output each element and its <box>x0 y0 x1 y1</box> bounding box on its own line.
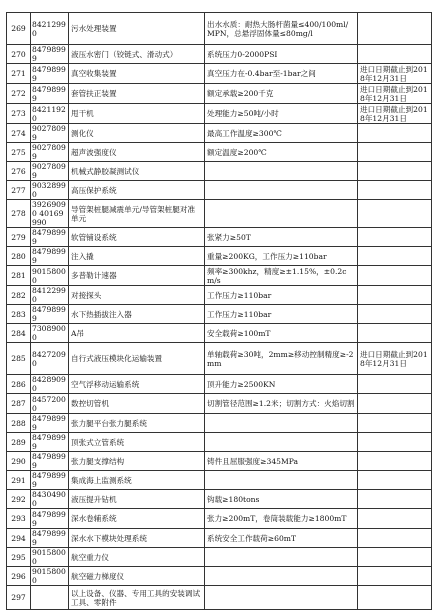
note-text <box>358 181 432 200</box>
spec-text <box>205 433 358 452</box>
table-row <box>7 509 432 529</box>
item-name: 张力腿支撑结构 <box>69 452 205 471</box>
note-text <box>358 471 432 490</box>
row-number: 284 <box>7 324 31 343</box>
table-row <box>7 181 432 200</box>
note-text <box>358 394 432 414</box>
item-name: 高压保护系统 <box>69 181 205 200</box>
tariff-code: 90328990 <box>31 181 69 200</box>
table-body <box>7 13 432 610</box>
item-name: 液压水密门（铰链式、滑动式） <box>69 45 205 64</box>
spec-text: 额定温度≥200℃ <box>205 143 358 162</box>
spec-text: 安全载荷≥100mT <box>205 324 358 343</box>
item-name: 超声波强度仪 <box>69 143 205 162</box>
row-number: 293 <box>7 509 31 529</box>
row-number: 295 <box>7 548 31 567</box>
table-row <box>7 266 432 286</box>
note-text <box>358 247 432 266</box>
item-name: 顶张式立管系统 <box>69 433 205 452</box>
tariff-code: 84798999 <box>31 84 69 104</box>
item-name: 真空收集装置 <box>69 64 205 84</box>
item-name: 甩干机 <box>69 104 205 124</box>
tariff-code: 84572000 <box>31 394 69 414</box>
spec-text: 最高工作温度≥300℃ <box>205 124 358 143</box>
row-number: 278 <box>7 200 31 228</box>
table-row <box>7 84 432 104</box>
tariff-code: 84798999 <box>31 452 69 471</box>
item-name: 套管扶正装置 <box>69 84 205 104</box>
spec-text <box>205 162 358 181</box>
note-text <box>358 162 432 181</box>
row-number: 290 <box>7 452 31 471</box>
table-row <box>7 13 432 45</box>
table-row <box>7 228 432 247</box>
note-text <box>358 375 432 394</box>
table-row <box>7 162 432 181</box>
note-text <box>358 324 432 343</box>
row-number: 292 <box>7 490 31 509</box>
table-row <box>7 104 432 124</box>
spec-text: 顶升能力≥2500KN <box>205 375 358 394</box>
item-name: 水下热插拔注入器 <box>69 305 205 324</box>
tariff-code: 84798999 <box>31 433 69 452</box>
note-text: 进口日期截止到2018年12月31日 <box>358 64 432 84</box>
item-name: 数控切管机 <box>69 394 205 414</box>
item-name: 航空重力仪 <box>69 548 205 567</box>
tariff-code: 84798999 <box>31 247 69 266</box>
note-text <box>358 548 432 567</box>
item-name: 多普勒计速器 <box>69 266 205 286</box>
row-number: 279 <box>7 228 31 247</box>
spec-text: 真空压力在-0.4bar至-1bar之间 <box>205 64 358 84</box>
table-row <box>7 124 432 143</box>
spec-text: 系统压力0-2000PSI <box>205 45 358 64</box>
item-name: 机械式静胶凝测试仪 <box>69 162 205 181</box>
item-name: 深水卷辅系统 <box>69 509 205 529</box>
row-number: 288 <box>7 414 31 433</box>
note-text <box>358 452 432 471</box>
row-number: 294 <box>7 529 31 548</box>
note-text <box>358 433 432 452</box>
item-name: 以上设备、仪器、专用工具的安装调试工具、零附件 <box>69 586 205 610</box>
note-text <box>358 414 432 433</box>
row-number: 270 <box>7 45 31 64</box>
item-name: 空气浮移动运输系统 <box>69 375 205 394</box>
spec-text: 切割管径范围≥1.2米；切割方式：火焰切割 <box>205 394 358 414</box>
spec-text <box>205 586 358 610</box>
spec-text: 铸件且屈服强度≥345MPa <box>205 452 358 471</box>
note-text <box>358 228 432 247</box>
item-name: 液压提升钻机 <box>69 490 205 509</box>
tariff-code: 84798999 <box>31 228 69 247</box>
table-row <box>7 200 432 228</box>
note-text <box>358 124 432 143</box>
row-number: 275 <box>7 143 31 162</box>
note-text <box>358 509 432 529</box>
tariff-code: 90278099 <box>31 124 69 143</box>
table-row <box>7 548 432 567</box>
note-text <box>358 266 432 286</box>
row-number: 281 <box>7 266 31 286</box>
equipment-table <box>6 12 432 610</box>
table-row <box>7 286 432 305</box>
tariff-code: 39269090 40169990 <box>31 200 69 228</box>
table-row <box>7 305 432 324</box>
item-name: 测化仪 <box>69 124 205 143</box>
table-row <box>7 414 432 433</box>
table-row <box>7 64 432 84</box>
note-text <box>358 143 432 162</box>
spec-text: 频率≥300khz，精度≥±1.15%，±0.2cm/s <box>205 266 358 286</box>
spec-text: 张紧力≥50T <box>205 228 358 247</box>
row-number: 271 <box>7 64 31 84</box>
spec-text: 工作压力≥110bar <box>205 305 358 324</box>
table-row <box>7 143 432 162</box>
spec-text <box>205 200 358 228</box>
row-number: 297 <box>7 586 31 610</box>
spec-text: 单轴载荷≥30吨，2mm≥移动控制精度≥-2mm <box>205 343 358 375</box>
table-row <box>7 324 432 343</box>
item-name: 航空磁力梯度仪 <box>69 567 205 586</box>
tariff-code: 84304900 <box>31 490 69 509</box>
note-text <box>358 490 432 509</box>
row-number: 285 <box>7 343 31 375</box>
item-name: 污水处理装置 <box>69 13 205 45</box>
tariff-code: 84122990 <box>31 286 69 305</box>
table-row <box>7 394 432 414</box>
spec-text: 工作压力≥110bar <box>205 286 358 305</box>
row-number: 287 <box>7 394 31 414</box>
tariff-code: 90158000 <box>31 567 69 586</box>
table-row <box>7 452 432 471</box>
item-name: 对接探头 <box>69 286 205 305</box>
item-name: 集成海上监测系统 <box>69 471 205 490</box>
tariff-code: 84289090 <box>31 375 69 394</box>
spec-text: 处理能力≥50吨/小时 <box>205 104 358 124</box>
tariff-code: 84798999 <box>31 529 69 548</box>
tariff-code <box>31 586 69 610</box>
spec-text <box>205 181 358 200</box>
row-number: 291 <box>7 471 31 490</box>
table-row <box>7 567 432 586</box>
tariff-code: 84798999 <box>31 45 69 64</box>
table-row <box>7 490 432 509</box>
spec-text <box>205 471 358 490</box>
table-row <box>7 433 432 452</box>
note-text <box>358 586 432 610</box>
table-row <box>7 343 432 375</box>
item-name: 张力腿平台张力腿系统 <box>69 414 205 433</box>
tariff-code: 73089000 <box>31 324 69 343</box>
spec-text <box>205 414 358 433</box>
note-text <box>358 305 432 324</box>
item-name: 自行式液压模块化运输装置 <box>69 343 205 375</box>
item-name: 软管铺设系统 <box>69 228 205 247</box>
spec-text: 额定承载≥200千克 <box>205 84 358 104</box>
row-number: 272 <box>7 84 31 104</box>
row-number: 273 <box>7 104 31 124</box>
row-number: 296 <box>7 567 31 586</box>
row-number: 276 <box>7 162 31 181</box>
table-row <box>7 247 432 266</box>
note-text <box>358 567 432 586</box>
note-text: 进口日期截止到2018年12月31日 <box>358 84 432 104</box>
note-text <box>358 286 432 305</box>
tariff-code: 84798999 <box>31 305 69 324</box>
tariff-code: 84798999 <box>31 471 69 490</box>
note-text <box>358 529 432 548</box>
table-row <box>7 471 432 490</box>
spec-text: 张力≥200mT，卷筒装载能力≥1800mT <box>205 509 358 529</box>
table-row <box>7 45 432 64</box>
tariff-code: 84798999 <box>31 64 69 84</box>
table-row <box>7 529 432 548</box>
note-text <box>358 45 432 64</box>
tariff-code: 90278099 <box>31 143 69 162</box>
row-number: 282 <box>7 286 31 305</box>
tariff-code: 84212990 <box>31 13 69 45</box>
item-name: 注入撬 <box>69 247 205 266</box>
spec-text: 出水水质：耐热大肠杆菌量≤400/100ml/MPN，总悬浮固体量≤80mg/l <box>205 13 358 45</box>
note-text: 进口日期截止到2018年12月31日 <box>358 104 432 124</box>
spec-text: 重量≥200KG，工作压力≥110bar <box>205 247 358 266</box>
tariff-code: 90158000 <box>31 548 69 567</box>
table-row <box>7 586 432 610</box>
spec-text: 钩载≥180tons <box>205 490 358 509</box>
tariff-code: 84798999 <box>31 509 69 529</box>
note-text <box>358 13 432 45</box>
spec-text <box>205 548 358 567</box>
row-number: 280 <box>7 247 31 266</box>
item-name: A吊 <box>69 324 205 343</box>
note-text: 进口日期截止到2018年12月31日 <box>358 343 432 375</box>
item-name: 导管架桩腿减震单元/导管架桩腿对准单元 <box>69 200 205 228</box>
row-number: 274 <box>7 124 31 143</box>
tariff-code: 84272090 <box>31 343 69 375</box>
row-number: 286 <box>7 375 31 394</box>
table-row <box>7 375 432 394</box>
row-number: 277 <box>7 181 31 200</box>
spec-text: 系统安全工作载荷≥60mT <box>205 529 358 548</box>
tariff-code: 84211920 <box>31 104 69 124</box>
spec-text <box>205 567 358 586</box>
tariff-code: 90158000 <box>31 266 69 286</box>
row-number: 269 <box>7 13 31 45</box>
item-name: 深水水下模块处理系统 <box>69 529 205 548</box>
tariff-code: 90278099 <box>31 162 69 181</box>
row-number: 283 <box>7 305 31 324</box>
row-number: 289 <box>7 433 31 452</box>
note-text <box>358 200 432 228</box>
tariff-code: 84798999 <box>31 414 69 433</box>
